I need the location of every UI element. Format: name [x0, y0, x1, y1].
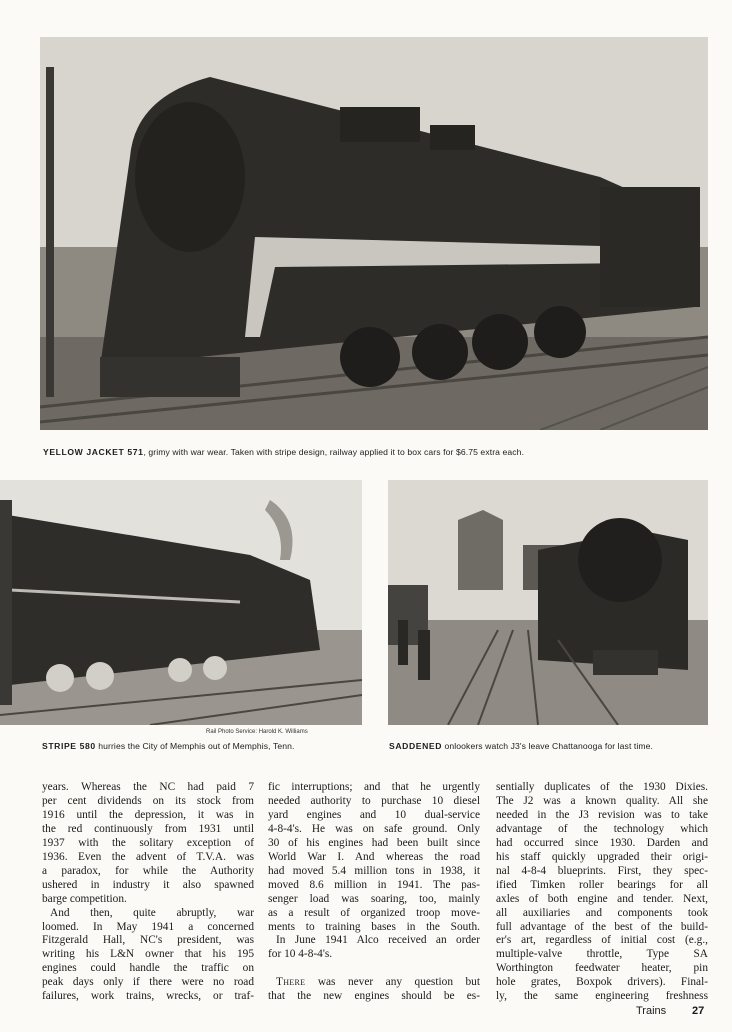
- text-line: the red continuously from 1931 until: [42, 822, 254, 835]
- text-line: ushered in industry it also spawned: [42, 878, 254, 891]
- text-line: Worthington feedwater heater, pin: [496, 962, 708, 975]
- text-line: In June 1941 Alco received an order: [276, 934, 480, 947]
- caption-right-photo: [389, 741, 653, 751]
- locomotive-571-illustration: [40, 37, 708, 430]
- text-line: all auxiliaries and components took: [496, 906, 708, 919]
- photo-saddened-onlookers: [388, 480, 708, 725]
- text-line: ly, the same engineering freshness: [496, 990, 708, 1003]
- text-line: nal 4-8-4 blueprints. First, they spec-: [496, 864, 708, 877]
- text-line: hole grates, Boxpok drivers). Final-: [496, 976, 708, 989]
- text-line: 1916 until the depression, it was in: [42, 808, 254, 821]
- text-line: full advantage of the best of the build-: [496, 920, 708, 933]
- photo-stripe-580: [0, 480, 362, 725]
- text-line: World War I. And whereas the road: [268, 850, 480, 863]
- text-line: moved 8.6 million in 1941. The pas-: [268, 878, 480, 891]
- text-line: barge competition.: [42, 892, 127, 905]
- text-line: The J2 was a known quality. All she: [496, 794, 708, 807]
- text-line: had occurred since 1930. Darden and: [496, 836, 708, 849]
- footer-magazine-name: Trains: [636, 1005, 667, 1017]
- text-line: failures, work trains, wrecks, or traf-: [42, 990, 254, 1003]
- text-line: ified Timken roller bearings for all: [496, 878, 708, 891]
- text-line: 30 of his engines had been built since: [268, 836, 480, 849]
- text-line: ments to training bases in the South.: [268, 920, 480, 933]
- text-line: a paradox, for while the Authority: [42, 864, 254, 877]
- text-line: fic interruptions; and that he urgently: [268, 781, 480, 793]
- text-line: multiple-valve throttle, Type SA: [496, 948, 708, 961]
- caption-left-photo: [42, 741, 295, 751]
- text-line: 1937 with the solitary exception of: [42, 836, 254, 849]
- text-line: engines could handle the traffic on: [42, 962, 254, 975]
- caption-text: , grimy with war wear. Taken with stripe design, railway applied it to box cars for $6.75 extra each.: [143, 447, 525, 457]
- text-line: peak days only if there were no road: [42, 976, 254, 989]
- text-line: 4-8-4's. He was on safe ground. Only: [268, 822, 480, 835]
- text-line: loomed. In May 1941 a concerned: [42, 920, 254, 933]
- text-span: was never any question but: [305, 976, 480, 989]
- caption-text: hurries the City of Memphis out of Memphis, Tenn.: [95, 741, 295, 751]
- photo-credit: Rail Photo Service: Harold K. Williams: [206, 729, 308, 735]
- small-caps-lead: There: [276, 976, 306, 989]
- photo-yellow-jacket-571: [40, 37, 708, 430]
- caption-top-photo: [43, 447, 524, 457]
- text-line: had moved 5.4 million tons in 1938, it: [268, 864, 480, 877]
- text-line: his staff quickly upgraded their origi-: [496, 850, 708, 863]
- caption-lead: YELLOW JACKET 571: [43, 447, 144, 457]
- text-line: axles of both engine and tender. Next,: [496, 892, 708, 905]
- text-column-3: [496, 781, 708, 1004]
- locomotive-580-illustration: [0, 480, 362, 725]
- caption-lead: STRIPE 580: [42, 741, 96, 751]
- text-line: sentially duplicates of the 1930 Dixies.: [496, 781, 708, 793]
- text-line: senger load was soaring, too, mainly: [268, 892, 480, 905]
- text-line: And then, quite abruptly, war: [50, 906, 254, 919]
- text-line: for 10 4-8-4's.: [268, 948, 333, 961]
- text-line: needed in the J3 revision was to take: [496, 808, 708, 821]
- text-column-1: [42, 781, 254, 1004]
- text-line: 1936. Even the advent of T.V.A. was: [42, 850, 254, 863]
- text-line: writing his L&N owner that his 195: [42, 948, 254, 961]
- text-line: [268, 976, 480, 990]
- locomotives-chattanooga-illustration: [388, 480, 708, 725]
- text-line: yard engines and 10 dual-service: [268, 808, 480, 821]
- text-line: Fitzgerald Hall, NC's president, was: [42, 934, 254, 947]
- text-column-2: [268, 781, 480, 1004]
- text-line: er's art, regardless of initial cost (e.g.,: [496, 934, 708, 947]
- footer-page-number: 27: [692, 1005, 705, 1017]
- text-line: years. Whereas the NC had paid 7: [42, 781, 254, 793]
- caption-text: onlookers watch J3's leave Chattanooga for last time.: [442, 741, 654, 751]
- text-line: as a result of organized troop move-: [268, 906, 480, 919]
- text-line: per cent dividends on its stock from: [42, 794, 254, 807]
- text-line: needed authority to purchase 10 diesel: [268, 794, 480, 807]
- text-line: that the new engines should be es-: [268, 990, 480, 1003]
- text-line: advantage of the technology which: [496, 822, 708, 835]
- caption-lead: SADDENED: [389, 741, 443, 751]
